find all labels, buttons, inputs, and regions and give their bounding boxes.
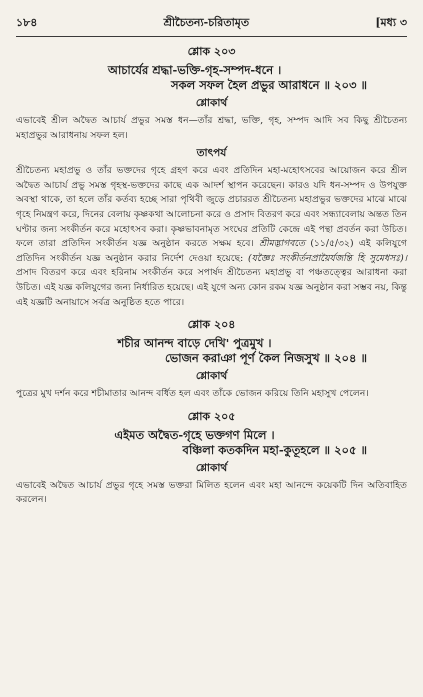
translation-heading: শ্লোকার্থ bbox=[195, 370, 228, 383]
translation-heading: শ্লোকার্থ bbox=[195, 97, 228, 109]
scripture-reference: শ্রীমদ্ভাগবতে bbox=[259, 238, 305, 250]
running-head bbox=[16, 14, 407, 37]
chapter-indicator: [মধ্য ৩ bbox=[375, 16, 407, 29]
page-number: ১৮৪ bbox=[16, 16, 38, 29]
verse-block-205 bbox=[16, 408, 407, 508]
translation-text: এভাবেই অদ্বৈত আচার্য প্রভুর গৃহে সমস্ত ভক্তরা মিলিত হলেন এবং মহা আনন্দে কয়েকটি দিন অতিবাহিত করলেন। bbox=[16, 479, 407, 506]
verse-heading: শ্লোক ২০৫ bbox=[187, 409, 236, 423]
verse-text-line: সকল সফল হৈল প্রভুর আরাধনে ॥ ২০৩ ॥ bbox=[171, 78, 367, 92]
verse-text-line: আচার্যের শ্রদ্ধা-ভক্তি-গৃহ-সম্পদ-ধনে । bbox=[107, 63, 282, 77]
sanskrit-quote: (যজ্ঞৈঃ সংকীর্তনপ্রায়ৈর্যজন্তি হি সুমেধসঃ)। bbox=[248, 252, 408, 264]
verse-text-line: এইমত অদ্বৈত-গৃহে ভক্তগণ মিলে । bbox=[114, 427, 275, 442]
book-title: শ্রীচৈতন্য-চরিতামৃত bbox=[163, 16, 250, 29]
translation-text: এভাবেই শ্রীল অদ্বৈত আচার্য প্রভুর সমস্ত ধন—তাঁর শ্রদ্ধা, ভক্তি, গৃহ, সম্পদ আদি সব কিছু শ্রীচৈতন্য মহাপ্রভুর আরাধনায় সফল হল। bbox=[16, 115, 407, 141]
purport-text-part: (১১/৫/৩২) এই কলিযুগে প্রতিদিন সংকীর্তন যজ্ঞ অনুষ্ঠান করার নির্দেশ দেওয়া হয়েছে: bbox=[16, 238, 408, 264]
purport-text-part: শ্রীচৈতন্য মহাপ্রভু ও তাঁর ভক্তদের গৃহে গ্রহণ করে এবং প্রতিদিন মহা-মহোৎসবের আয়োজন করে শ্রীল অদ্বৈত আচার্য প্রভু সমস্ত গৃহস্থ-ভক্তদের কাছে এক আদর্শ স্থাপন করেছেন। কারও যদি ধন-সম্পদ ও উপযুক্ত অবস্থা থাকে, তা হলে তাঁর কর্তব্য হচ্ছে সারা পৃথিবী জুড়ে প্রচাররত শ্রীচৈতন্য মহাপ্রভুর ভক্তদের মাঝে মাঝে গৃহে নিমন্ত্রণ করে, দিনের বেলায় কৃষ্ণকথা আলোচনা করে ও প্রসাদ বিতরণ করে এবং সন্ধ্যাবেলায় অন্তত তিন ঘণ্টার জন্য সংকীর্তন করে মহোৎসব করা। কৃষ্ণভাবনামৃত সংঘের প্রতিটি কেন্দ্রে এই পন্থা প্রবর্তন করা উচিত। ফলে তারা প্রতিদিন সংকীর্তন যজ্ঞ অনুষ্ঠান করতে সক্ষম হবে। bbox=[16, 165, 407, 250]
verse-block-204 bbox=[16, 316, 407, 402]
purport-heading: তাৎপর্য bbox=[196, 147, 227, 160]
purport-text-part: প্রসাদ বিতরণ করে এবং হরিনাম সংকীর্তন করে সপার্ষদ শ্রীচৈতন্য মহাপ্রভু বা পঞ্চতত্ত্বের আরাধনা করা উচিত। এই যজ্ঞ কলিযুগের জন্য নির্ধারিত হয়েছে। এই যুগে অন্য কোন রকম যজ্ঞ অনুষ্ঠান করা সম্ভব নয়, কিন্তু এই যজ্ঞটি অনায়াসে সর্বত্র অনুষ্ঠিত হতে পারে। bbox=[16, 267, 407, 308]
verse-block-203 bbox=[16, 43, 407, 310]
verse-heading: শ্লোক ২০৩ bbox=[187, 45, 236, 58]
verse-text-line: শচীর আনন্দ বাড়ে দেখি' পুত্রমুখ । bbox=[117, 336, 272, 351]
translation-heading: শ্লোকার্থ bbox=[195, 461, 228, 474]
verse-heading: শ্লোক ২০৪ bbox=[187, 318, 236, 332]
verse-text-line: ভোজন করাঞা পূর্ণ কৈল নিজসুখ ॥ ২০৪ ॥ bbox=[165, 351, 367, 366]
translation-text: পুত্রের মুখ দর্শন করে শচীমাতার আনন্দ বর্ধিত হল এবং তাঁকে ভোজন করিয়ে তিনি মহাসুখ পেলেন। bbox=[16, 388, 369, 400]
verse-text-line: বঞ্চিলা কতকদিন মহা-কুতূহলে ॥ ২০৫ ॥ bbox=[182, 442, 367, 457]
purport-text bbox=[16, 164, 407, 310]
